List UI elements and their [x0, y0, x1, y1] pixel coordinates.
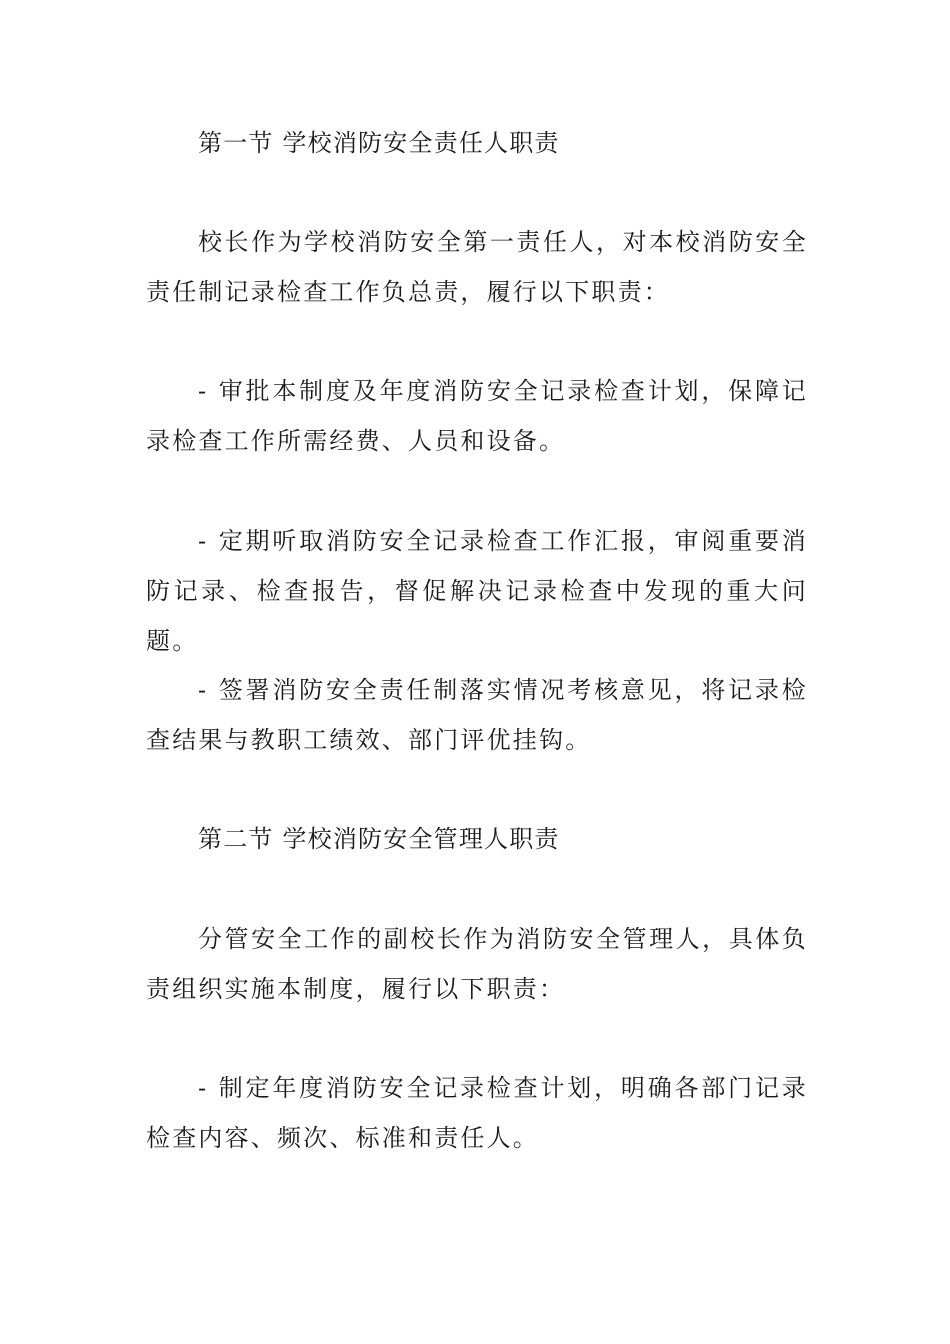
paragraph-principal-duties: 校长作为学校消防安全第一责任人，对本校消防安全责任制记录检查工作负总责，履行以下职责：: [146, 228, 808, 306]
list-item-hear-reports: - 定期听取消防安全记录检查工作汇报，审阅重要消防记录、检查报告，督促解决记录检查中发现的重大问题。: [146, 527, 808, 655]
section-heading-2: 第二节 学校消防安全管理人职责: [198, 825, 560, 853]
list-item-approve-plan: - 审批本制度及年度消防安全记录检查计划，保障记录检查工作所需经费、人员和设备。: [146, 377, 808, 455]
section-heading-1: 第一节 学校消防安全责任人职责: [198, 129, 560, 157]
paragraph-manager-duties: 分管安全工作的副校长作为消防安全管理人，具体负责组织实施本制度，履行以下职责：: [146, 925, 808, 1003]
list-item-annual-plan: - 制定年度消防安全记录检查计划，明确各部门记录检查内容、频次、标准和责任人。: [146, 1074, 808, 1152]
list-item-sign-assessment: - 签署消防安全责任制落实情况考核意见，将记录检查结果与教职工绩效、部门评优挂钩。: [146, 676, 808, 754]
